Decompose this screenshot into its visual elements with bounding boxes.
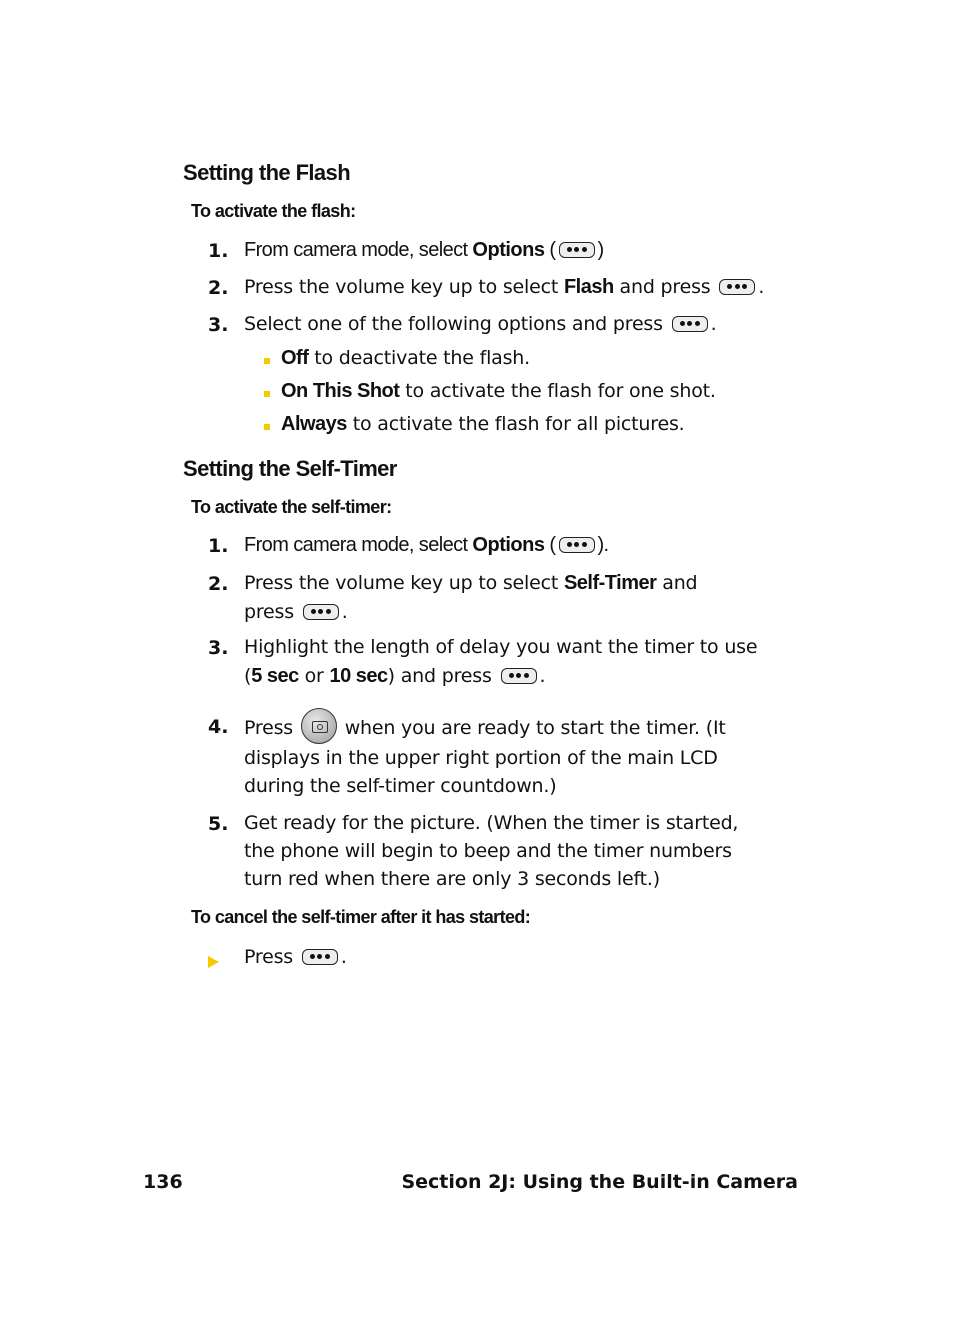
timer-step-4-line-1 [244,708,726,744]
option-text: to deactivate the flash. [308,347,530,369]
step-number: 1. [208,535,229,557]
option-keyword: On This Shot [281,380,400,402]
flash-option-on-this-shot [281,380,716,403]
step-text: press [244,601,300,623]
timer-step-5-line-2: the phone will begin to beep and the timer numbers [244,840,732,862]
step-text: Select one of the following options and press [244,313,669,335]
self-timer-keyword: Self-Timer [563,572,657,594]
timer-step-1 [244,534,609,557]
timer-step-5-line-3: turn red when there are only 3 seconds left.) [244,868,660,890]
step-text: Press the volume key up to select [244,572,564,594]
section-title: Section 2J: Using the Built-in Camera [401,1171,798,1193]
options-keyword: Options [472,534,545,556]
step-text: Press [244,946,299,968]
flash-option-off [281,347,530,370]
flash-step-3 [244,313,717,335]
ellipsis-key-icon [559,242,595,258]
flash-option-always [281,413,685,436]
arrow-bullet-icon [208,956,219,968]
bullet-icon [264,358,270,364]
step-number: 3. [208,637,229,659]
option-text: to activate the flash for one shot. [399,380,716,402]
flash-keyword: Flash [563,276,614,298]
timer-step-3-line-1: Highlight the length of delay you want the timer to use [244,636,758,658]
subheading-activate-self-timer: To activate the self-timer: [191,497,392,517]
step-text: Press [244,717,299,739]
step-text: . [340,946,347,968]
step-number: 2. [208,573,229,595]
step-text: . [758,276,765,298]
step-text: From camera mode, select [244,534,473,556]
ellipsis-key-icon [501,668,537,684]
subheading-activate-flash: To activate the flash: [191,201,356,221]
ellipsis-key-icon [303,604,339,620]
timer-step-3-line-2 [244,665,545,688]
timer-step-2-line-1 [244,572,697,595]
options-keyword: Options [472,239,545,261]
bullet-icon [264,424,270,430]
delay-5-keyword: 5 sec [251,665,299,687]
bullet-icon [264,391,270,397]
step-text: and press [613,276,717,298]
option-keyword: Off [281,347,309,369]
ellipsis-key-icon [559,537,595,553]
page-number: 136 [143,1171,183,1193]
step-text: or [298,665,330,687]
step-text: ) and press [387,665,498,687]
ellipsis-key-icon [719,279,755,295]
timer-step-4-line-2: displays in the upper right portion of the main LCD [244,747,718,769]
step-text: . [539,665,546,687]
step-number: 3. [208,314,229,336]
cancel-step [244,946,347,968]
camera-key-icon [301,708,337,744]
step-number: 2. [208,277,229,299]
ellipsis-key-icon [672,316,708,332]
step-text: Press the volume key up to select [244,276,564,298]
option-keyword: Always [281,413,347,435]
flash-step-1 [244,239,604,262]
step-text: . [710,313,717,335]
timer-step-4-line-3: during the self-timer countdown.) [244,775,557,797]
step-text: ( [244,665,252,687]
subheading-cancel-self-timer: To cancel the self-timer after it has started: [191,907,531,927]
section-heading-self-timer: Setting the Self-Timer [183,456,397,481]
step-number: 4. [208,716,229,738]
flash-step-2 [244,276,764,299]
step-text: ( [544,534,556,556]
section-heading-flash: Setting the Flash [183,160,351,185]
step-text: From camera mode, select [244,239,473,261]
step-text: when you are ready to start the timer. (It [338,717,726,739]
step-number: 5. [208,813,229,835]
timer-step-5-line-1: Get ready for the picture. (When the timer is started, [244,812,739,834]
timer-step-2-line-2 [244,601,348,623]
step-text: . [341,601,348,623]
step-text: ( [544,239,556,261]
step-text: and [656,572,698,594]
step-text: ). [597,534,609,556]
ellipsis-key-icon [302,949,338,965]
option-text: to activate the flash for all pictures. [346,413,685,435]
step-text: ) [597,239,604,261]
delay-10-keyword: 10 sec [329,665,388,687]
step-number: 1. [208,240,229,262]
